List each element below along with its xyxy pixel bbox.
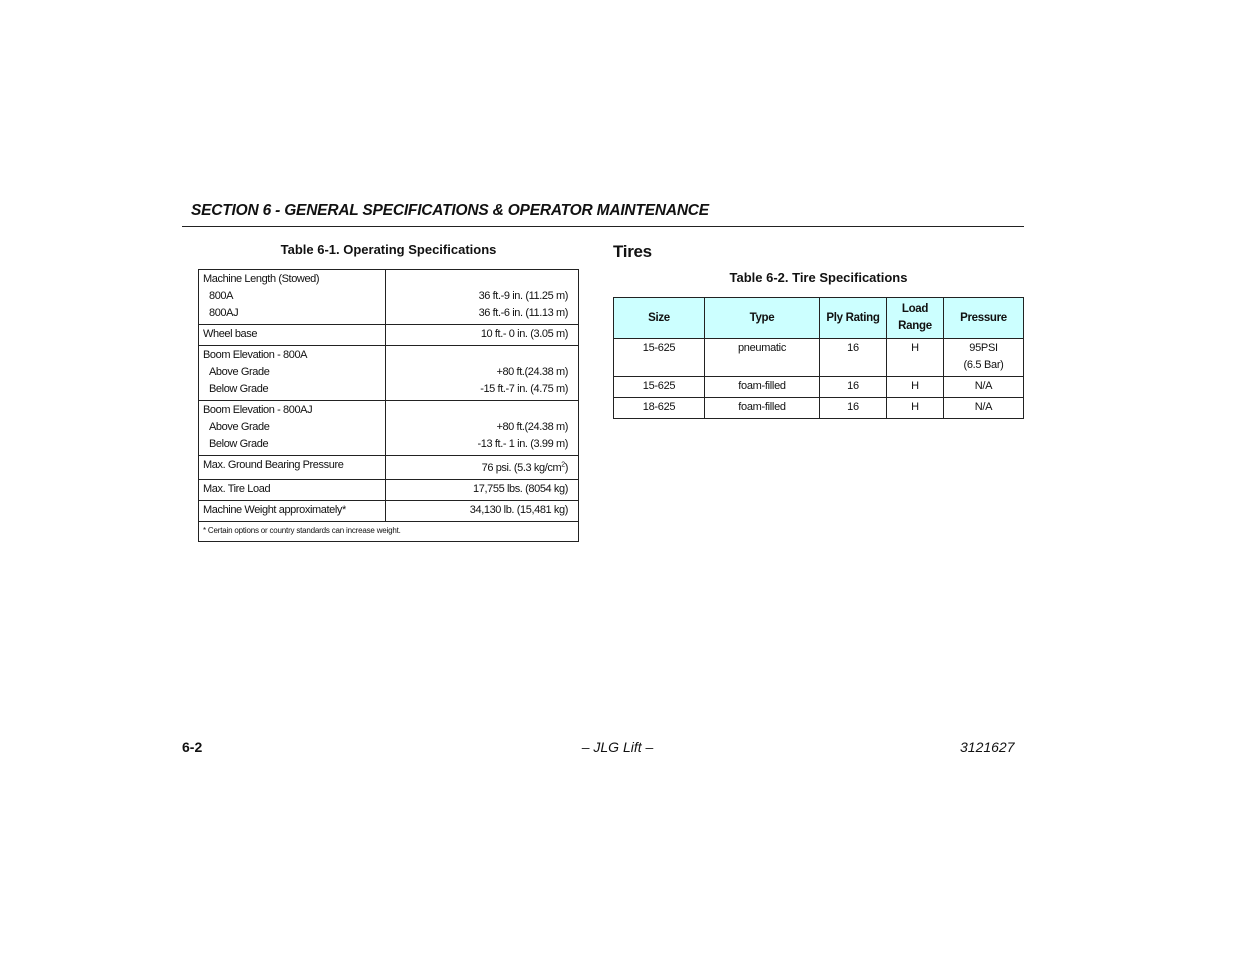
operating-table-caption: Table 6-1. Operating Specifications — [280, 242, 497, 257]
spec-value: 34,130 lb. (15,481 kg) — [386, 501, 579, 522]
tire-specifications-table — [613, 297, 1024, 419]
spec-value: 17,755 lbs. (8054 kg) — [386, 480, 579, 501]
spec-label: Machine Weight approximately* — [199, 501, 386, 522]
spec-value: 36 ft.-9 in. (11.25 m) 36 ft.-6 in. (11.13 m) — [386, 270, 579, 325]
spec-label: Boom Elevation - 800AJ Above Grade Below Grade — [199, 401, 386, 456]
col-header-pressure: Pressure — [944, 298, 1024, 339]
tire-pressure: N/A — [944, 377, 1024, 398]
tires-heading: Tires — [613, 242, 652, 261]
operating-specifications-table — [198, 269, 579, 542]
tire-type: foam-filled — [705, 377, 820, 398]
tire-size: 18-625 — [614, 398, 705, 419]
tire-table-caption: Table 6-2. Tire Specifications — [729, 270, 908, 285]
spec-label: Max. Tire Load — [199, 480, 386, 501]
header-rule — [182, 226, 1024, 227]
tire-ply: 16 — [820, 339, 887, 377]
table-row — [199, 501, 579, 522]
table-header-row — [614, 298, 1024, 339]
tire-size: 15-625 — [614, 339, 705, 377]
tire-size: 15-625 — [614, 377, 705, 398]
table-row — [199, 401, 579, 456]
col-header-ply-rating: Ply Rating — [820, 298, 887, 339]
tire-load: H — [887, 377, 944, 398]
table-row — [199, 480, 579, 501]
page-number: 6-2 — [182, 739, 203, 755]
col-header-load-range: Load Range — [887, 298, 944, 339]
tire-type: pneumatic — [705, 339, 820, 377]
document-number: 3121627 — [960, 739, 1015, 755]
col-header-type: Type — [705, 298, 820, 339]
spec-label: Boom Elevation - 800A Above Grade Below Grade — [199, 346, 386, 401]
spec-value: 76 psi. (5.3 $kg/cm^2$) — [386, 456, 579, 480]
table-row — [614, 377, 1024, 398]
table-row — [614, 339, 1024, 377]
spec-value: 10 ft.- 0 in. (3.05 m) — [386, 325, 579, 346]
table-row — [199, 270, 579, 325]
spec-label: Max. Ground Bearing Pressure — [199, 456, 386, 480]
spec-value: +80 ft.(24.38 m) -15 ft.-7 in. (4.75 m) — [386, 346, 579, 401]
tire-load: H — [887, 339, 944, 377]
table-footnote: * Certain options or country standards can increase weight. — [199, 522, 579, 542]
table-row — [199, 346, 579, 401]
tire-type: foam-filled — [705, 398, 820, 419]
spec-label: Machine Length (Stowed) 800A 800AJ — [199, 270, 386, 325]
col-header-size: Size — [614, 298, 705, 339]
tire-ply: 16 — [820, 377, 887, 398]
tire-pressure: 95PSI (6.5 Bar) — [944, 339, 1024, 377]
table-row — [199, 325, 579, 346]
tire-pressure: N/A — [944, 398, 1024, 419]
spec-value: +80 ft.(24.38 m) -13 ft.- 1 in. (3.99 m) — [386, 401, 579, 456]
table-row — [614, 398, 1024, 419]
table-footnote-row — [199, 522, 579, 542]
table-row — [199, 456, 579, 480]
section-title: SECTION 6 - GENERAL SPECIFICATIONS & OPERATOR MAINTENANCE — [191, 202, 709, 219]
tire-load: H — [887, 398, 944, 419]
tire-ply: 16 — [820, 398, 887, 419]
footer-title: – JLG Lift – — [581, 739, 654, 755]
spec-label: Wheel base — [199, 325, 386, 346]
